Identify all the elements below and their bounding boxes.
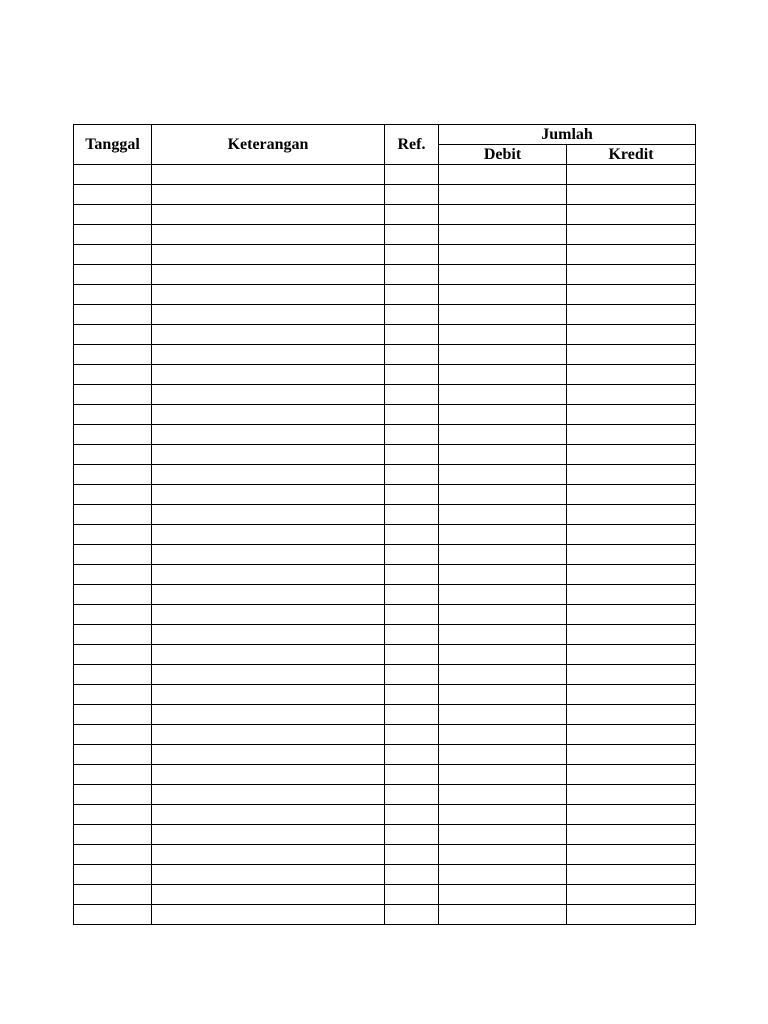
cell-debit xyxy=(439,305,567,325)
table-row xyxy=(74,405,696,425)
journal-body xyxy=(74,165,696,925)
cell-kredit xyxy=(567,765,696,785)
table-row xyxy=(74,445,696,465)
cell-ref xyxy=(385,445,439,465)
cell-kredit xyxy=(567,705,696,725)
table-row xyxy=(74,645,696,665)
cell-keterangan xyxy=(152,625,385,645)
cell-debit xyxy=(439,585,567,605)
cell-tanggal xyxy=(74,745,152,765)
cell-debit xyxy=(439,385,567,405)
cell-ref xyxy=(385,885,439,905)
cell-kredit xyxy=(567,165,696,185)
header-tanggal: Tanggal xyxy=(74,125,152,165)
cell-debit xyxy=(439,425,567,445)
cell-tanggal xyxy=(74,645,152,665)
table-row xyxy=(74,565,696,585)
cell-kredit xyxy=(567,225,696,245)
cell-kredit xyxy=(567,325,696,345)
cell-debit xyxy=(439,205,567,225)
cell-ref xyxy=(385,565,439,585)
cell-kredit xyxy=(567,525,696,545)
table-row xyxy=(74,165,696,185)
cell-debit xyxy=(439,705,567,725)
table-row xyxy=(74,705,696,725)
table-row xyxy=(74,685,696,705)
cell-kredit xyxy=(567,425,696,445)
cell-tanggal xyxy=(74,165,152,185)
cell-tanggal xyxy=(74,265,152,285)
cell-ref xyxy=(385,185,439,205)
cell-keterangan xyxy=(152,825,385,845)
cell-keterangan xyxy=(152,425,385,445)
cell-kredit xyxy=(567,505,696,525)
cell-debit xyxy=(439,565,567,585)
table-row xyxy=(74,725,696,745)
cell-tanggal xyxy=(74,865,152,885)
cell-debit xyxy=(439,805,567,825)
cell-tanggal xyxy=(74,625,152,645)
cell-kredit xyxy=(567,865,696,885)
cell-keterangan xyxy=(152,385,385,405)
cell-tanggal xyxy=(74,845,152,865)
cell-debit xyxy=(439,345,567,365)
table-row xyxy=(74,425,696,445)
table-row xyxy=(74,885,696,905)
cell-keterangan xyxy=(152,685,385,705)
cell-ref xyxy=(385,725,439,745)
cell-kredit xyxy=(567,785,696,805)
cell-tanggal xyxy=(74,445,152,465)
cell-tanggal xyxy=(74,665,152,685)
header-keterangan: Keterangan xyxy=(152,125,385,165)
cell-debit xyxy=(439,845,567,865)
cell-kredit xyxy=(567,485,696,505)
cell-keterangan xyxy=(152,905,385,925)
table-row xyxy=(74,585,696,605)
cell-tanggal xyxy=(74,225,152,245)
cell-tanggal xyxy=(74,305,152,325)
cell-ref xyxy=(385,865,439,885)
table-row xyxy=(74,825,696,845)
table-row xyxy=(74,625,696,645)
cell-keterangan xyxy=(152,645,385,665)
cell-kredit xyxy=(567,445,696,465)
cell-ref xyxy=(385,385,439,405)
cell-ref xyxy=(385,745,439,765)
cell-tanggal xyxy=(74,605,152,625)
table-row xyxy=(74,305,696,325)
cell-ref xyxy=(385,605,439,625)
cell-debit xyxy=(439,525,567,545)
cell-debit xyxy=(439,625,567,645)
table-row xyxy=(74,465,696,485)
cell-keterangan xyxy=(152,705,385,725)
cell-kredit xyxy=(567,685,696,705)
table-row xyxy=(74,785,696,805)
cell-kredit xyxy=(567,265,696,285)
cell-tanggal xyxy=(74,405,152,425)
cell-kredit xyxy=(567,665,696,685)
cell-keterangan xyxy=(152,405,385,425)
header-jumlah: Jumlah xyxy=(439,125,696,145)
cell-kredit xyxy=(567,205,696,225)
cell-debit xyxy=(439,545,567,565)
cell-ref xyxy=(385,305,439,325)
cell-debit xyxy=(439,285,567,305)
cell-tanggal xyxy=(74,905,152,925)
table-row xyxy=(74,605,696,625)
cell-debit xyxy=(439,505,567,525)
cell-tanggal xyxy=(74,705,152,725)
journal-table xyxy=(73,124,696,925)
cell-kredit xyxy=(567,245,696,265)
cell-ref xyxy=(385,345,439,365)
cell-ref xyxy=(385,205,439,225)
cell-keterangan xyxy=(152,525,385,545)
cell-ref xyxy=(385,465,439,485)
cell-ref xyxy=(385,225,439,245)
cell-debit xyxy=(439,665,567,685)
cell-kredit xyxy=(567,565,696,585)
cell-tanggal xyxy=(74,365,152,385)
cell-kredit xyxy=(567,345,696,365)
cell-debit xyxy=(439,465,567,485)
cell-keterangan xyxy=(152,665,385,685)
table-row xyxy=(74,245,696,265)
cell-keterangan xyxy=(152,585,385,605)
table-row xyxy=(74,205,696,225)
cell-ref xyxy=(385,685,439,705)
cell-ref xyxy=(385,285,439,305)
table-row xyxy=(74,745,696,765)
table-row xyxy=(74,665,696,685)
cell-tanggal xyxy=(74,245,152,265)
cell-debit xyxy=(439,645,567,665)
cell-tanggal xyxy=(74,545,152,565)
cell-kredit xyxy=(567,745,696,765)
cell-tanggal xyxy=(74,765,152,785)
cell-debit xyxy=(439,825,567,845)
cell-tanggal xyxy=(74,425,152,445)
cell-tanggal xyxy=(74,725,152,745)
table-row xyxy=(74,905,696,925)
cell-tanggal xyxy=(74,345,152,365)
cell-ref xyxy=(385,625,439,645)
cell-debit xyxy=(439,245,567,265)
cell-debit xyxy=(439,605,567,625)
table-row xyxy=(74,365,696,385)
cell-keterangan xyxy=(152,365,385,385)
header-kredit: Kredit xyxy=(567,145,696,165)
cell-keterangan xyxy=(152,465,385,485)
cell-kredit xyxy=(567,465,696,485)
header-row-top xyxy=(74,125,696,145)
cell-ref xyxy=(385,805,439,825)
cell-keterangan xyxy=(152,285,385,305)
cell-tanggal xyxy=(74,825,152,845)
cell-tanggal xyxy=(74,525,152,545)
cell-kredit xyxy=(567,905,696,925)
cell-keterangan xyxy=(152,245,385,265)
cell-tanggal xyxy=(74,585,152,605)
cell-keterangan xyxy=(152,345,385,365)
cell-kredit xyxy=(567,285,696,305)
cell-keterangan xyxy=(152,765,385,785)
cell-debit xyxy=(439,225,567,245)
table-row xyxy=(74,265,696,285)
cell-tanggal xyxy=(74,385,152,405)
cell-tanggal xyxy=(74,885,152,905)
cell-debit xyxy=(439,405,567,425)
cell-ref xyxy=(385,645,439,665)
cell-tanggal xyxy=(74,465,152,485)
table-row xyxy=(74,845,696,865)
cell-debit xyxy=(439,885,567,905)
cell-keterangan xyxy=(152,845,385,865)
cell-ref xyxy=(385,325,439,345)
cell-tanggal xyxy=(74,685,152,705)
cell-keterangan xyxy=(152,265,385,285)
table-row xyxy=(74,865,696,885)
cell-keterangan xyxy=(152,485,385,505)
cell-debit xyxy=(439,325,567,345)
cell-debit xyxy=(439,725,567,745)
cell-keterangan xyxy=(152,785,385,805)
cell-keterangan xyxy=(152,325,385,345)
cell-keterangan xyxy=(152,725,385,745)
cell-keterangan xyxy=(152,185,385,205)
cell-kredit xyxy=(567,605,696,625)
cell-ref xyxy=(385,665,439,685)
table-row xyxy=(74,385,696,405)
cell-tanggal xyxy=(74,285,152,305)
cell-ref xyxy=(385,165,439,185)
cell-keterangan xyxy=(152,885,385,905)
cell-keterangan xyxy=(152,205,385,225)
cell-ref xyxy=(385,705,439,725)
cell-debit xyxy=(439,265,567,285)
table-row xyxy=(74,485,696,505)
cell-debit xyxy=(439,165,567,185)
cell-ref xyxy=(385,245,439,265)
cell-keterangan xyxy=(152,505,385,525)
table-row xyxy=(74,765,696,785)
cell-tanggal xyxy=(74,325,152,345)
cell-debit xyxy=(439,785,567,805)
cell-keterangan xyxy=(152,865,385,885)
table-row xyxy=(74,805,696,825)
cell-kredit xyxy=(567,545,696,565)
table-row xyxy=(74,325,696,345)
cell-kredit xyxy=(567,645,696,665)
cell-tanggal xyxy=(74,565,152,585)
cell-debit xyxy=(439,905,567,925)
cell-ref xyxy=(385,525,439,545)
cell-kredit xyxy=(567,385,696,405)
cell-keterangan xyxy=(152,605,385,625)
cell-debit xyxy=(439,765,567,785)
cell-kredit xyxy=(567,305,696,325)
cell-kredit xyxy=(567,625,696,645)
header-ref: Ref. xyxy=(385,125,439,165)
cell-ref xyxy=(385,265,439,285)
cell-kredit xyxy=(567,885,696,905)
cell-keterangan xyxy=(152,225,385,245)
cell-ref xyxy=(385,825,439,845)
cell-tanggal xyxy=(74,205,152,225)
cell-ref xyxy=(385,785,439,805)
cell-keterangan xyxy=(152,305,385,325)
table-row xyxy=(74,505,696,525)
cell-debit xyxy=(439,745,567,765)
cell-keterangan xyxy=(152,805,385,825)
cell-keterangan xyxy=(152,545,385,565)
cell-kredit xyxy=(567,365,696,385)
table-row xyxy=(74,185,696,205)
cell-kredit xyxy=(567,185,696,205)
cell-tanggal xyxy=(74,805,152,825)
cell-ref xyxy=(385,585,439,605)
cell-ref xyxy=(385,405,439,425)
cell-kredit xyxy=(567,805,696,825)
cell-tanggal xyxy=(74,785,152,805)
cell-kredit xyxy=(567,725,696,745)
cell-ref xyxy=(385,545,439,565)
cell-tanggal xyxy=(74,485,152,505)
header-debit: Debit xyxy=(439,145,567,165)
cell-ref xyxy=(385,485,439,505)
cell-keterangan xyxy=(152,165,385,185)
table-row xyxy=(74,285,696,305)
cell-tanggal xyxy=(74,185,152,205)
cell-ref xyxy=(385,365,439,385)
cell-debit xyxy=(439,865,567,885)
cell-kredit xyxy=(567,405,696,425)
table-row xyxy=(74,545,696,565)
cell-debit xyxy=(439,185,567,205)
cell-debit xyxy=(439,685,567,705)
cell-ref xyxy=(385,425,439,445)
cell-ref xyxy=(385,905,439,925)
cell-keterangan xyxy=(152,745,385,765)
cell-ref xyxy=(385,845,439,865)
cell-kredit xyxy=(567,585,696,605)
cell-kredit xyxy=(567,845,696,865)
cell-debit xyxy=(439,365,567,385)
cell-ref xyxy=(385,505,439,525)
cell-debit xyxy=(439,485,567,505)
cell-tanggal xyxy=(74,505,152,525)
cell-keterangan xyxy=(152,565,385,585)
cell-debit xyxy=(439,445,567,465)
table-row xyxy=(74,345,696,365)
cell-keterangan xyxy=(152,445,385,465)
table-row xyxy=(74,525,696,545)
table-row xyxy=(74,225,696,245)
cell-ref xyxy=(385,765,439,785)
cell-kredit xyxy=(567,825,696,845)
